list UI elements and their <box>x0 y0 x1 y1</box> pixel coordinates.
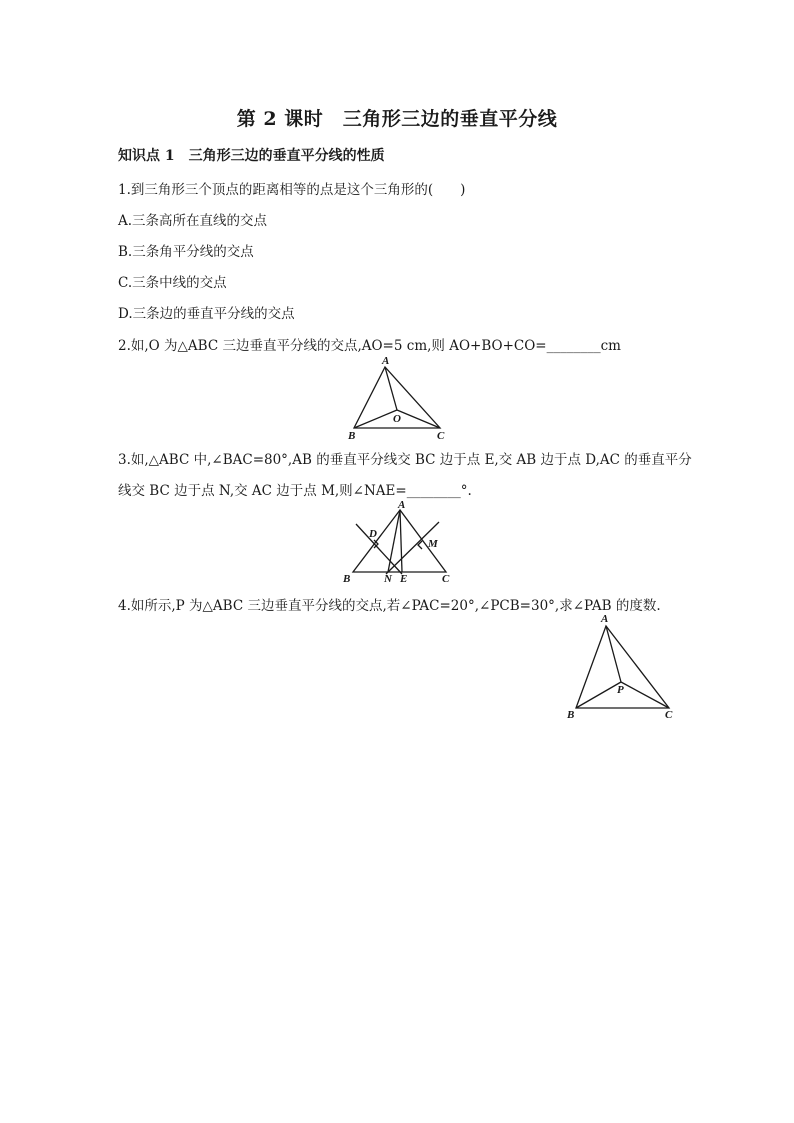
section-heading: 知识点 1 三角形三边的垂直平分线的性质 <box>118 148 385 164</box>
segment-ap <box>606 626 621 682</box>
segment-co <box>397 410 440 428</box>
label-d: D <box>369 528 377 540</box>
label-b: B <box>343 573 351 585</box>
question-1-option-a: A.三条高所在直线的交点 <box>118 213 268 229</box>
perpendicular-bisector-ab <box>356 524 402 574</box>
question-1-option-d: D.三条边的垂直平分线的交点 <box>118 306 295 322</box>
question-3-stem-line-1: 3.如,△ABC 中,∠BAC=80°,AB 的垂直平分线交 BC 边于点 E,交 AB 边于点 D,AC 的垂直平分 <box>118 452 692 468</box>
segment-bp <box>576 682 621 708</box>
label-e: E <box>400 573 408 585</box>
segment-ae <box>400 510 402 572</box>
question-4-figure <box>562 612 682 724</box>
question-1-option-c: C.三条中线的交点 <box>118 275 227 291</box>
label-a: A <box>601 613 609 625</box>
question-1-option-b: B.三条角平分线的交点 <box>118 244 254 260</box>
label-m: M <box>428 538 438 550</box>
question-3-stem-line-2: 线交 BC 边于点 N,交 AC 边于点 M,则∠NAE=________°. <box>118 483 472 499</box>
question-4-stem: 4.如所示,P 为△ABC 三边垂直平分线的交点,若∠PAC=20°,∠PCB=30°,求∠PAB 的度数. <box>118 598 661 614</box>
label-c: C <box>665 709 673 721</box>
segment-cp <box>621 682 669 708</box>
label-o: O <box>393 413 401 425</box>
segment-bo <box>354 410 397 428</box>
label-p: P <box>617 684 624 696</box>
label-b: B <box>348 430 356 442</box>
label-n: N <box>384 573 392 585</box>
question-1-stem: 1.到三角形三个顶点的距离相等的点是这个三角形的( ) <box>118 182 466 198</box>
label-c: C <box>442 573 450 585</box>
question-3-figure <box>338 500 458 588</box>
question-2-figure <box>340 355 460 445</box>
label-a: A <box>398 499 406 511</box>
label-b: B <box>567 709 575 721</box>
question-2-stem: 2.如,O 为△ABC 三边垂直平分线的交点,AO=5 cm,则 AO+BO+CO=________cm <box>118 338 621 354</box>
label-c: C <box>437 430 445 442</box>
label-a: A <box>382 355 390 367</box>
page-title: 第 2 课时 三角形三边的垂直平分线 <box>236 108 558 130</box>
